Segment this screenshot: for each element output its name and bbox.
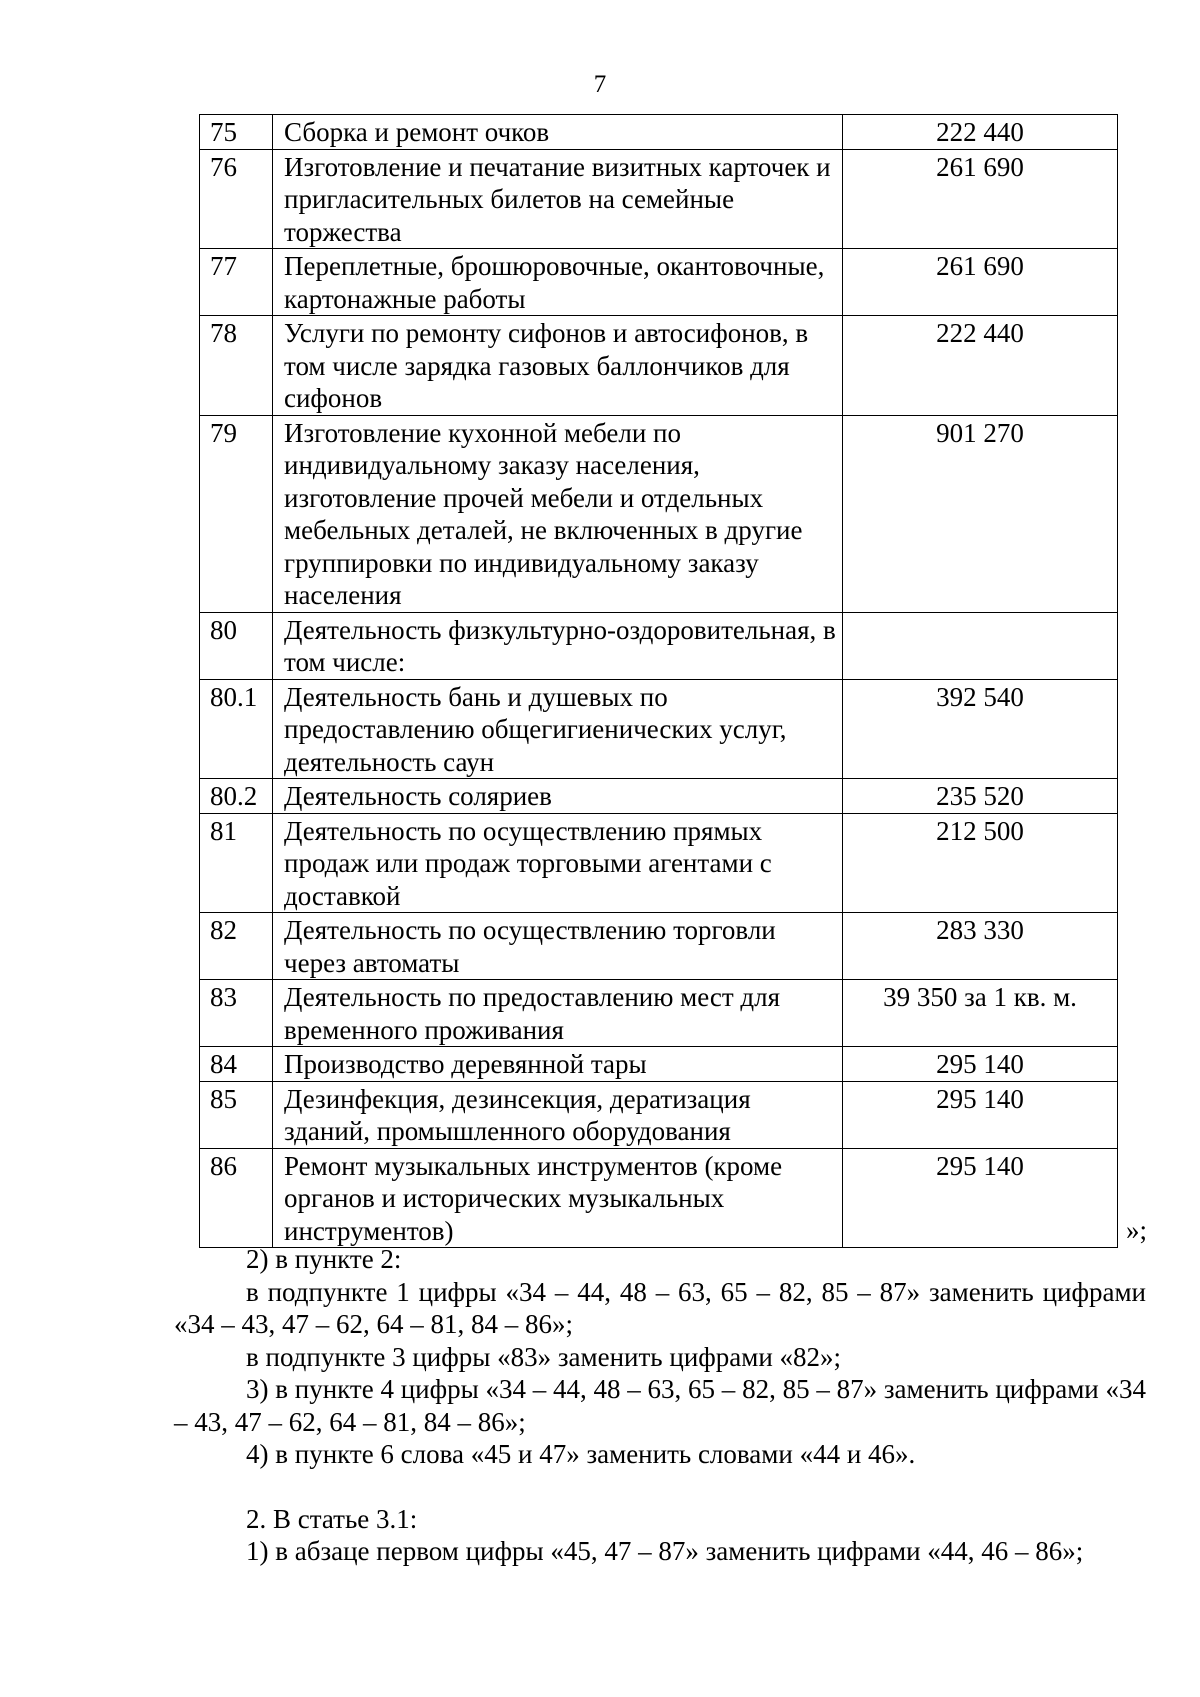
- activity-name: Деятельность бань и душевых по предоставлению общегигиенических услуг, деятельность саун: [273, 679, 843, 779]
- paragraph: 2. В статье 3.1:: [246, 1503, 418, 1534]
- activity-name: Изготовление кухонной мебели по индивидуальному заказу населения, изготовление прочей мебели и отдельных мебельных деталей, не включенных в другие группировки по индивидуальному заказу населения: [273, 415, 843, 612]
- table-row: [200, 679, 1118, 779]
- table-row: [200, 1148, 1118, 1248]
- rate-value: 392 540: [843, 679, 1118, 779]
- paragraph: 1) в абзаце первом цифры «45, 47 – 87» заменить цифрами «44, 46 – 86»;: [246, 1536, 1084, 1566]
- rate-value: 222 440: [843, 316, 1118, 416]
- row-number: 86: [200, 1148, 273, 1248]
- row-number: 85: [200, 1081, 273, 1148]
- paragraph: в подпункте 3 цифры «83» заменить цифрами «82»;: [246, 1341, 842, 1372]
- paragraph: 3) в пункте 4 цифры «34 – 44, 48 – 63, 65 – 82, 85 – 87» заменить цифрами «34 – 43, 47 – 62, 64 – 81, 84 – 86»;: [174, 1374, 1146, 1437]
- rates-table: [199, 114, 1118, 1248]
- activity-name: Деятельность физкультурно-оздоровительная, в том числе:: [273, 612, 843, 679]
- table-row: [200, 1047, 1118, 1082]
- amendment-text: [174, 1243, 1146, 1568]
- table-row: [200, 1081, 1118, 1148]
- row-number: 79: [200, 415, 273, 612]
- activity-name: Ремонт музыкальных инструментов (кроме органов и исторических музыкальных инструментов): [273, 1148, 843, 1248]
- table-row: [200, 813, 1118, 913]
- activity-name: Деятельность по осуществлению торговли через автоматы: [273, 913, 843, 980]
- rate-value: 295 140: [843, 1081, 1118, 1148]
- table-row: [200, 913, 1118, 980]
- activity-name: Дезинфекция, дезинсекция, дератизация зданий, промышленного оборудования: [273, 1081, 843, 1148]
- activity-name: Сборка и ремонт очков: [273, 115, 843, 150]
- table-row: [200, 115, 1118, 150]
- paragraph-spacer: [174, 1471, 1146, 1503]
- table-closing-quote: »;: [1126, 1215, 1148, 1245]
- rate-value: 295 140: [843, 1047, 1118, 1082]
- table-row: [200, 415, 1118, 612]
- rate-value: 39 350 за 1 кв. м.: [843, 980, 1118, 1047]
- row-number: 80.1: [200, 679, 273, 779]
- rate-value: 222 440: [843, 115, 1118, 150]
- activity-name: Производство деревянной тары: [273, 1047, 843, 1082]
- activity-name: Деятельность по осуществлению прямых продаж или продаж торговыми агентами с доставкой: [273, 813, 843, 913]
- rate-value: 901 270: [843, 415, 1118, 612]
- rate-value: 212 500: [843, 813, 1118, 913]
- row-number: 83: [200, 980, 273, 1047]
- row-number: 77: [200, 249, 273, 316]
- paragraph: 4) в пункте 6 слова «45 и 47» заменить словами «44 и 46».: [246, 1439, 916, 1469]
- activity-name: Услуги по ремонту сифонов и автосифонов, в том числе зарядка газовых баллончиков для сифонов: [273, 316, 843, 416]
- paragraph: в подпункте 1 цифры «34 – 44, 48 – 63, 65 – 82, 85 – 87» заменить цифрами «34 – 43, 47 – 62, 64 – 81, 84 – 86»;: [174, 1276, 1146, 1339]
- row-number: 80: [200, 612, 273, 679]
- activity-name: Деятельность по предоставлению мест для временного проживания: [273, 980, 843, 1047]
- table-row: [200, 980, 1118, 1047]
- rate-value: 261 690: [843, 249, 1118, 316]
- row-number: 75: [200, 115, 273, 150]
- table-row: [200, 249, 1118, 316]
- row-number: 76: [200, 149, 273, 249]
- row-number: 80.2: [200, 779, 273, 814]
- table-row: [200, 149, 1118, 249]
- row-number: 78: [200, 316, 273, 416]
- table-row: [200, 316, 1118, 416]
- table-row: [200, 612, 1118, 679]
- row-number: 81: [200, 813, 273, 913]
- rate-value: 283 330: [843, 913, 1118, 980]
- rate-value: 261 690: [843, 149, 1118, 249]
- rate-value: 295 140: [843, 1148, 1118, 1248]
- row-number: 84: [200, 1047, 273, 1082]
- activity-name: Изготовление и печатание визитных карточек и пригласительных билетов на семейные торжества: [273, 149, 843, 249]
- activity-name: Переплетные, брошюровочные, окантовочные, картонажные работы: [273, 249, 843, 316]
- row-number: 82: [200, 913, 273, 980]
- page-number: 7: [593, 71, 607, 98]
- paragraph: 2) в пункте 2:: [246, 1244, 402, 1274]
- table-row: [200, 779, 1118, 814]
- rate-value: [843, 612, 1118, 679]
- activity-name: Деятельность соляриев: [273, 779, 843, 814]
- rate-value: 235 520: [843, 779, 1118, 814]
